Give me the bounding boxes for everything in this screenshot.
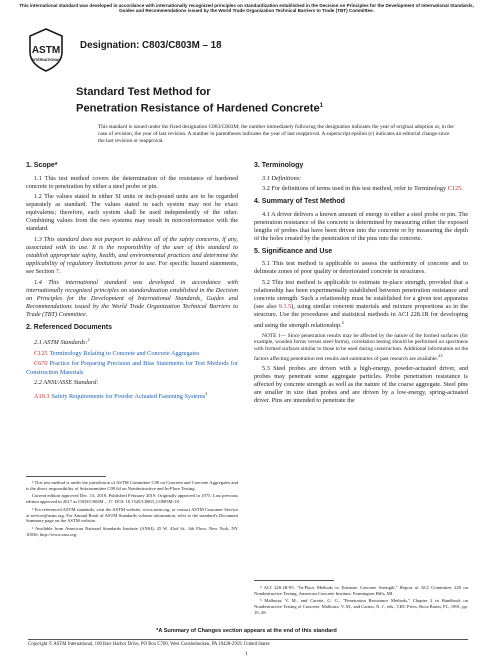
ref-item bbox=[26, 360, 238, 376]
significance-5-3: 5.3 Steel probes are driven with a high-energy, powder-actuated driver, and probes may penetrate some aggregate particles. Probe penetration resistance is affected by concrete strength as well as the nature of the coarse aggregate. Steel pins are smaller in size than probes and are driven by a low-energy, spring-actuated driver. Pins are intended to penetrate the bbox=[254, 364, 468, 405]
ansi-standard-subheading: 2.2 ANSI/ASSE Standard: bbox=[34, 379, 99, 387]
footnote-rule-left bbox=[26, 476, 106, 477]
ref-title-c125[interactable]: Terminology Relating to Concrete and Concrete Aggregates bbox=[49, 349, 200, 357]
summary-heading: 4. Summary of Test Method bbox=[254, 198, 345, 206]
referenced-documents-heading: 2. Referenced Documents bbox=[26, 323, 112, 331]
c125-link[interactable]: C125 bbox=[447, 185, 462, 193]
left-column bbox=[26, 160, 238, 403]
page-number: 1 bbox=[245, 651, 248, 657]
right-column bbox=[254, 160, 468, 408]
footnote-3-marker: 3 bbox=[205, 390, 208, 396]
footnote-4-5-marker: 4,5 bbox=[438, 353, 443, 358]
scope-heading: 1. Scope* bbox=[26, 162, 58, 169]
significance-heading: 5. Significance and Use bbox=[254, 247, 333, 255]
terminology-3-2 bbox=[254, 185, 468, 193]
astm-standards-label: 2.1 ASTM Standards: bbox=[34, 339, 88, 347]
note-1 bbox=[254, 333, 468, 363]
scope-1-3-italic: 1.3 This standard does not purport to address all of the safety concerns, if any, associated with its use. It is the responsibility of the user of this standard to establish appropriate safety, health, and environmental practices and determine the applicability of regulatory limitations prior to use. bbox=[26, 235, 238, 267]
footnote-3: ³ Available from American National Standards Institute (ANSI), 25 W. 43rd St., 4th Floor, New York, NY 10036, http://www.ansi.org. bbox=[26, 525, 238, 537]
ref-code-c670[interactable]: C670 bbox=[34, 360, 48, 368]
scope-1-2: 1.2 The values stated in either SI units or inch-pound units are to be regarded separately as standard. The values stated in each system may not be exact equivalents; therefore, each system shall be used independently of the other. Combining values from the two systems may result in nonconformance with the standard. bbox=[26, 193, 238, 233]
footnote-1-edition: Current edition approved Dec. 15, 2018. Published February 2019. Originally approved in 1975. Last previous edition approved in 2017 as C803/C803M – 17. DOI: 10.1520/C0803_C0803M-18. bbox=[26, 493, 238, 505]
logo-text: ASTM bbox=[31, 45, 61, 56]
logo-subtext: INTERNATIONAL bbox=[31, 58, 61, 62]
document-title bbox=[76, 86, 323, 116]
astm-standards-subheading bbox=[26, 336, 238, 347]
terminology-heading: 3. Terminology bbox=[254, 162, 304, 169]
footnotes-right bbox=[254, 585, 468, 618]
copyright-line: Copyright © ASTM International, 100 Barr Harbor Drive, PO Box C700, West Conshohocken, PA 19428-2959. United States bbox=[28, 639, 468, 647]
scope-1-1: 1.1 This test method covers the determination of the resistance of hardened concrete to penetration by either a steel probe or pin. bbox=[26, 174, 238, 190]
summary-4-1: 4.1 A driver delivers a known amount of energy to either a steel probe or pin. The penetration resistance of the concrete is determined by measuring either the exposed lengths of probes that have been driven into the concrete or by measuring the depth of the holes created by the penetration of the pins into the concrete. bbox=[254, 210, 468, 242]
significance-5-1: 5.1 This test method is applicable to assess the uniformity of concrete and to delineate zones of poor quality or deteriorated concrete in structures. bbox=[254, 260, 468, 276]
scope-1-3-tail: For specific hazard statements, see Section bbox=[26, 259, 239, 276]
title-line-1: Standard Test Method for bbox=[76, 86, 211, 98]
ref-item bbox=[26, 350, 238, 358]
footnote-1: ¹ This test method is under the jurisdiction of ASTM Committee C09 on Concrete and Concrete Aggregates and is the direct responsibility of Subcommittee C09.64 on Nondestructive and In-Place Testing. bbox=[26, 480, 238, 491]
scope-1-3 bbox=[26, 236, 238, 276]
ref-title-a10-3[interactable]: Safety Requirements for Powder Actuated Fastening Systems bbox=[51, 392, 206, 400]
footnote-4-marker: 4 bbox=[341, 320, 344, 326]
title-line-2 bbox=[76, 100, 323, 116]
issuance-statement: This standard is issued under the fixed designation C803/C803M; the number immediately following the designation indicates the year of original adoption or, in the case of revision, the year of last revision. A number in parentheses indicates the year of last reapproval. A superscript epsilon (ε) indicates an editorial change since the last revision or reapproval. bbox=[98, 124, 454, 144]
ref-code-a10-3[interactable]: A10.3 bbox=[34, 392, 50, 400]
tbt-notice: This international standard was developed in accordance with internationally recognized principles on standardization established in the Decision on Principles for the Development of International Standards, Guides and Recommendations issued by the World Trade Organization Technical Barriers to Trade (TBT) Committee. bbox=[19, 3, 474, 14]
ref-title-c670[interactable]: Practice for Preparing Precision and Bias Statements for Test Methods for Construction Materials bbox=[26, 360, 238, 376]
section-9-1-5-link[interactable]: 9.1.5 bbox=[278, 303, 292, 311]
designation: Designation: C803/C803M – 18 bbox=[80, 40, 222, 51]
terminology-3-2-end: . bbox=[461, 185, 463, 193]
footnote-2: ² For referenced ASTM standards, visit the ASTM website, www.astm.org, or contact ASTM Customer Service at service@astm.org. For Annual Book of ASTM Standards volume information, refer to the standard's Document Summary page on the ASTM website. bbox=[26, 506, 238, 524]
section-7-link[interactable]: 7 bbox=[55, 268, 59, 276]
footnote-rule-right bbox=[254, 580, 334, 581]
title-footnote-marker: 1 bbox=[319, 102, 324, 109]
scope-1-3-end: . bbox=[58, 268, 61, 276]
summary-of-changes-note: *A Summary of Changes section appears at the end of this standard bbox=[156, 628, 337, 634]
footnote-5: ⁵ Malhotra, V. M., and Carette, G. G., "Penetration Resistance Methods," Chapter 2 in Handbook on Nondestructive Testing of Concrete, Malhotra, V. M., and Carino, N. J., eds., CRC Press, Boca Raton, FL, 1991, pp. 19–38. bbox=[254, 598, 468, 616]
ref-item bbox=[26, 390, 238, 401]
terminology-3-1: 3.1 Definitions: bbox=[262, 174, 302, 182]
title-line-2-text: Penetration Resistance of Hardened Concrete bbox=[76, 102, 320, 115]
scope-1-4: 1.4 This international standard was developed in accordance with internationally recognized principles on standardization established in the Decision on Principles for the Development of International Standards, Guides and Recommendations issued by the World Trade Organization Technical Barriers to Trade (TBT) Committee. bbox=[26, 278, 238, 318]
terminology-3-2-text: 3.2 For definitions of terms used in this test method, refer to Terminology bbox=[262, 185, 448, 193]
ref-code-c125[interactable]: C125 bbox=[34, 349, 48, 357]
significance-5-2-b: ), using similar concrete materials and mixture proportions as in the structure. Use the procedures and statistical methods in ACI 228.1R for developing and using the strength relationship. bbox=[254, 303, 468, 330]
note-1-text: NOTE 1— Since penetration results may be affected by the nature of the formed surfaces (for example, wooden forms versus steel forms), correlation testing should be performed on specimens with formed surfaces similar to those to be used during construction. Additional information on the factors affecting penetration test results and summaries of past research are available. bbox=[254, 332, 468, 362]
significance-5-2 bbox=[254, 279, 468, 330]
footnote-2-marker: 2 bbox=[87, 337, 90, 343]
significance-5-2-a: 5.2 This test method is applicable to estimate in-place strength, provided that a relationship has been experimentally established between penetration resistance and concrete strength. Such a relationship must be established for a given test apparatus (see also bbox=[254, 278, 468, 311]
footnote-4: ⁴ ACI 228.1R-95, "In-Place Methods to Estimate Concrete Strength," Report of ACI Committee 228 on Nondestructive Testing, American Concrete Institute, Farmington Hills, MI. bbox=[254, 585, 468, 596]
footnotes-left bbox=[26, 480, 238, 539]
astm-logo bbox=[28, 28, 64, 72]
